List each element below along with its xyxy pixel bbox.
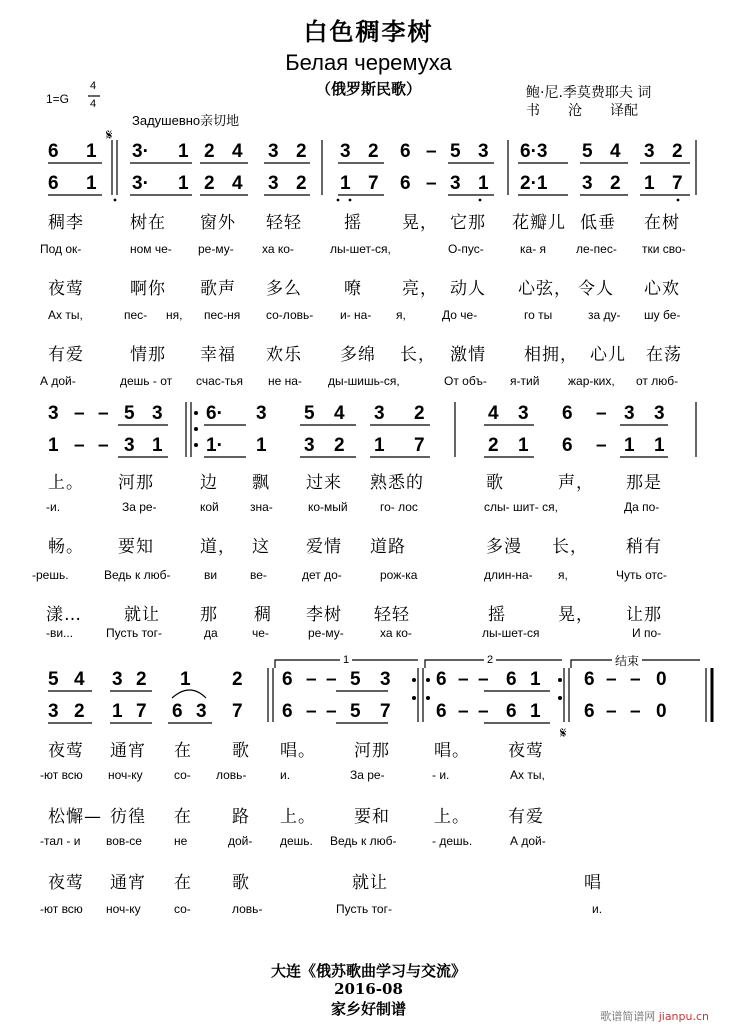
translator-credit: 书 沧 译配	[526, 103, 638, 119]
watermark-text-1: 歌谱简谱网	[600, 1010, 656, 1023]
system-3-lyric-zh-1: 夜莺 通宵 在 歌 唱。 河那 唱。 夜莺	[48, 741, 544, 761]
watermark-text-2: jianpu.cn	[658, 1010, 709, 1023]
time-signature-bottom: 4	[90, 98, 97, 110]
system-1-lyric-zh-2: 夜莺 啊你 歌声 多么 嘹 亮， 动人 心弦， 令人 心欢	[48, 279, 680, 299]
system-1-lower: 6 1 3· 1 2 4 3 2 1 7 6 – 3 1 2·1 3 2 1 7	[48, 173, 683, 194]
system-2-upper: 3 – – 5 3 6· 3 5 4 3 2 4 3 6 – 3 3	[48, 403, 665, 424]
volta-1-label: 1	[340, 654, 352, 666]
subtitle: （俄罗斯民歌）	[315, 80, 421, 98]
segno-icon: 𝄋	[106, 126, 113, 144]
segno-icon-end: 𝄋	[560, 724, 567, 742]
system-3-lower: 3 2 1 7 6 3 7 6 – – 5 7 6 – – 6 1 6 – – 0	[48, 701, 667, 722]
watermark	[600, 1008, 709, 1024]
time-signature-top: 4	[90, 80, 97, 92]
system-1-upper: 6 1 3· 1 2 4 3 2 3 2 6 – 5 3 6·3 5 4 3 2	[48, 141, 683, 162]
tempo-marking: Задушевно亲切地	[132, 113, 240, 128]
system-1-lyric-ru-3: А дой- дешь - от счас-тья не на- ды-шишь-ся, От объ- я-тий жар-ких, от люб-	[40, 374, 679, 388]
ending-label: 结束	[612, 652, 642, 669]
volta-2-label: 2	[484, 654, 496, 666]
system-2-lyric-ru-3: -ви... Пусть тог- да че- ре-му- ха ко- лы-шет-ся И по-	[46, 626, 662, 640]
system-3-upper: 5 4 3 2 1 2 6 – – 5 3 6 – – 6 1 6 – – 0	[48, 669, 667, 690]
system-1-lyric-zh-1: 稠李 树在 窗外 轻轻 摇 晃， 它那 花瓣儿 低垂 在树	[48, 213, 680, 233]
key-signature: 1=G	[46, 92, 70, 106]
system-3-lyric-ru-1: -ют всю ноч-ку со- ловь- и. За ре- - и. Ах ты,	[40, 768, 545, 782]
system-2-lyric-ru-1: -и. За ре- кой зна- ко-мый го- лос слы- шит- ся, Да по-	[46, 500, 660, 514]
system-3-lyric-zh-2: 松懈— 彷徨 在 路 上。 要和 上。 有爱	[48, 807, 544, 827]
title-chinese: 白色稠李树	[303, 17, 434, 46]
system-2-lower: 1 – – 3 1 1· 1 3 2 1 7 2 1 6 – 1 1	[48, 435, 665, 456]
system-1-lyric-zh-3: 有爱 情那 幸福 欢乐 多绵 长， 激情 相拥， 心儿 在荡	[48, 345, 682, 365]
system-3-lyric-ru-3: -ют всю ноч-ку со- ловь- Пусть тог- и.	[40, 902, 603, 916]
system-2-lyric-ru-2: -решь. Ведь к люб- ви ве- дет до- рож-ка длин-на- я, Чуть отс-	[32, 568, 667, 582]
system-2-lyric-zh-2: 畅。 要知 道， 这 爱情 道路 多漫 长， 稍有	[48, 537, 662, 557]
system-2-lyric-zh-1: 上。 河那 边 飘 过来 熟悉的 歌 声， 那是	[48, 473, 662, 493]
lyricist-credit: 鲍·尼.季莫费耶夫 词	[526, 85, 652, 101]
system-3-lyric-ru-2: -тал - и вов-се не дой- дешь. Ведь к люб- - дешь. А дой-	[40, 834, 546, 848]
system-1-lyric-ru-1: Под ок- ном че- ре-му- ха ко- лы-шет-ся, О-пус- ка- я ле-пес- тки сво-	[40, 242, 686, 256]
system-1-lyric-ru-2: Ах ты, пес- ня, пес-ня со-ловь- и- на- я, До че- го ты за ду- шу бе-	[48, 308, 681, 322]
title-russian: Белая черемуха	[285, 50, 452, 75]
footer-author: 家乡好制谱	[330, 1000, 406, 1018]
footer-source: 大连《俄苏歌曲学习与交流》	[270, 962, 466, 980]
system-3-lyric-zh-3: 夜莺 通宵 在 歌 就让 唱	[48, 873, 602, 893]
system-2-lyric-zh-3: 漾… 就让 那 稠 李树 轻轻 摇 晃， 让那	[46, 605, 662, 625]
footer-date: 2016-08	[334, 980, 403, 998]
